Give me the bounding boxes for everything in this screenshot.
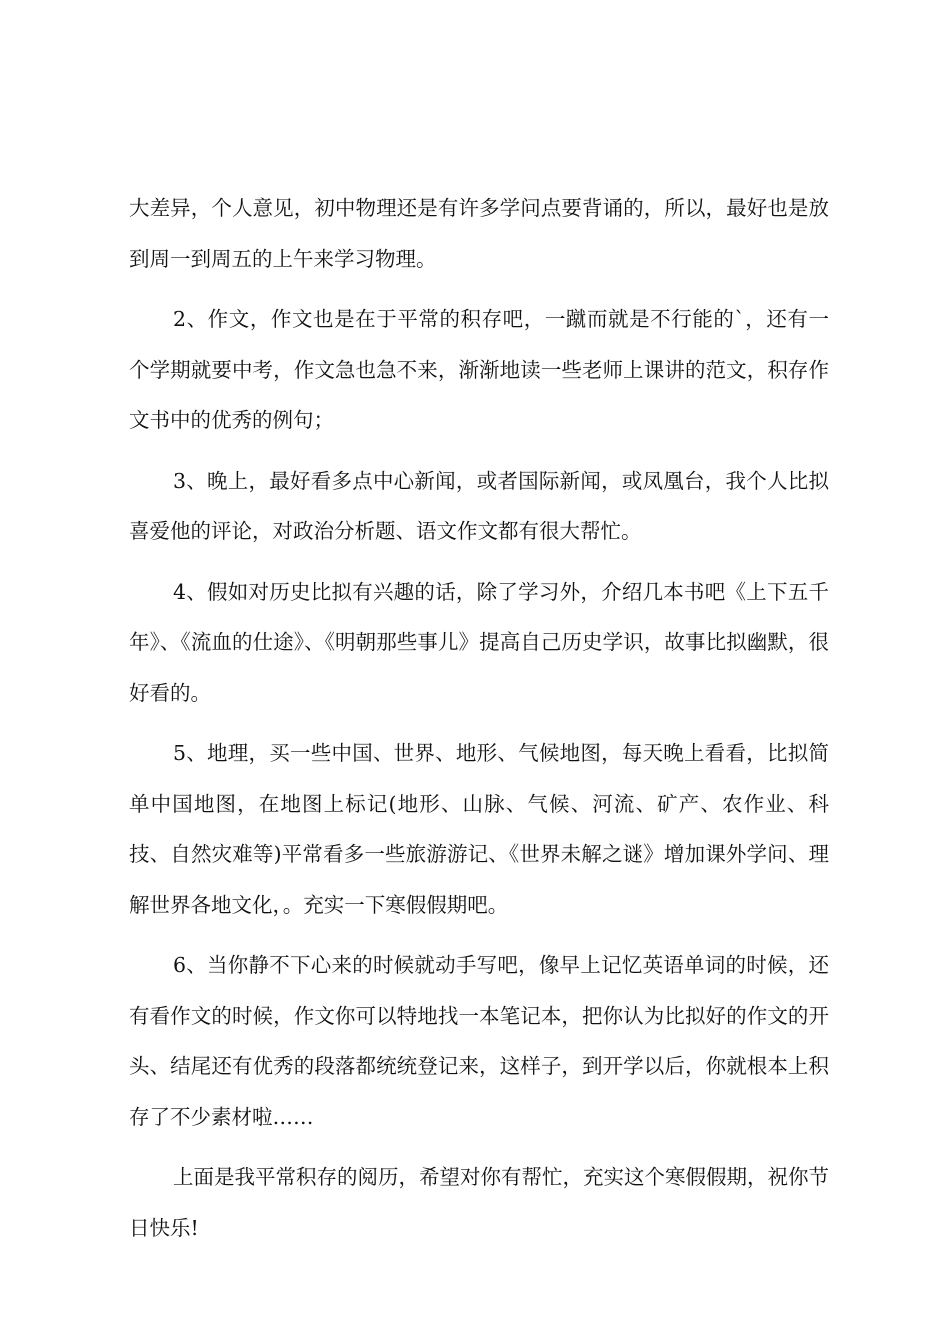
paragraph-essay: 2、作文，作文也是在于平常的积存吧，一蹴而就是不行能的`，还有一个学期就要中考，作文急也急不来，渐渐地读一些老师上课讲的范文，积存作文书中的优秀的例句； xyxy=(129,307,829,432)
paragraph-writing-notes: 6、当你静不下心来的时候就动手写吧，像早上记忆英语单词的时候，还有看作文的时候，作文你可以特地找一本笔记本，把你认为比拟好的作文的开头、结尾还有优秀的段落都统统登记来，这样子，到开学以后，你就根本上积存了不少素材啦…… xyxy=(129,953,829,1129)
paragraph-history: 4、假如对历史比拟有兴趣的话，除了学习外，介绍几本书吧《上下五千年》、《流血的仕途》、《明朝那些事儿》提高自己历史学识，故事比拟幽默，很好看的。 xyxy=(129,579,829,705)
paragraph-continuation: 大差异，个人意见，初中物理还是有许多学问点要背诵的，所以，最好也是放到周一到周五的上午来学习物理。 xyxy=(129,196,829,271)
document-body xyxy=(129,183,829,1253)
paragraph-geography: 5、地理，买一些中国、世界、地形、气候地图，每天晚上看看，比拟简单中国地图，在地图上标记(地形、山脉、气候、河流、矿产、农作业、科技、自然灾难等)平常看多一些旅游游记、《世界未解之谜》增加课外学问、理解世界各地文化，。充实一下寒假假期吧。 xyxy=(129,741,829,917)
paragraph-closing: 上面是我平常积存的阅历，希望对你有帮忙，充实这个寒假假期，祝你节日快乐! xyxy=(129,1165,829,1240)
paragraph-evening-news: 3、晚上，最好看多点中心新闻，或者国际新闻，或凤凰台，我个人比拟喜爱他的评论，对政治分析题、语文作文都有很大帮忙。 xyxy=(129,468,829,543)
